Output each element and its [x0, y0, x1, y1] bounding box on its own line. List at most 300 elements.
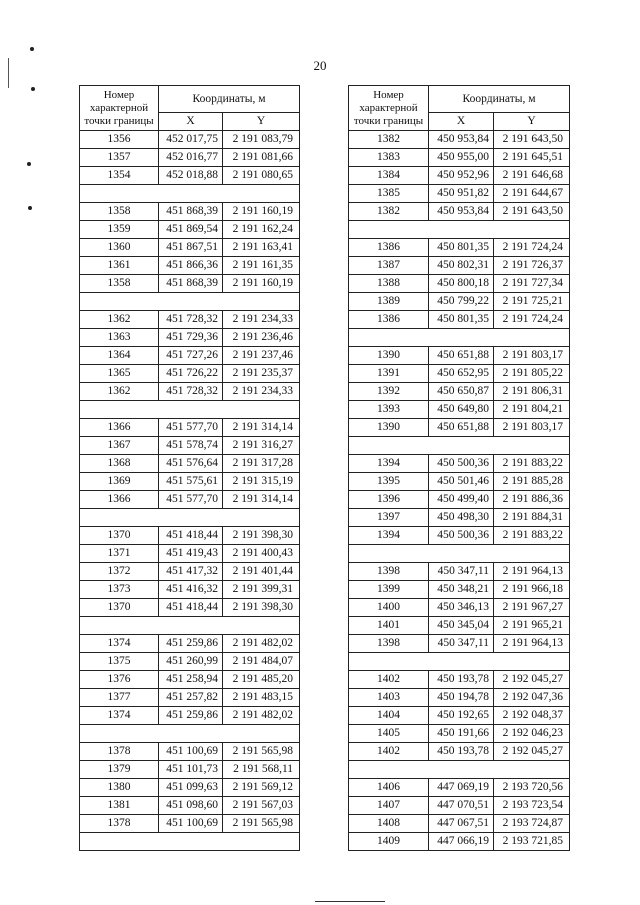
table-row: [349, 725, 570, 743]
table-row: [80, 815, 300, 833]
x-coordinate-cell: 451 727,26: [159, 347, 223, 365]
separator-row: [80, 293, 300, 311]
x-coordinate-cell: 451 418,44: [159, 599, 223, 617]
y-coordinate-cell: 2 192 048,37: [494, 707, 570, 725]
point-number-cell: 1403: [349, 689, 429, 707]
point-number-cell: 1370: [80, 599, 159, 617]
separator-cell: [349, 761, 570, 779]
x-coordinate-cell: 451 259,86: [159, 635, 223, 653]
table-row: [349, 419, 570, 437]
x-coordinate-cell: 451 257,82: [159, 689, 223, 707]
x-coordinate-cell: 451 577,70: [159, 491, 223, 509]
table-row: [80, 581, 300, 599]
table-row: [80, 347, 300, 365]
point-number-cell: 1393: [349, 401, 429, 419]
y-coordinate-cell: 2 191 161,35: [223, 257, 300, 275]
x-coordinate-cell: 450 193,78: [429, 743, 494, 761]
y-coordinate-cell: 2 191 482,02: [223, 635, 300, 653]
separator-cell: [349, 545, 570, 563]
point-number-cell: 1371: [80, 545, 159, 563]
point-number-cell: 1409: [349, 833, 429, 851]
x-coordinate-cell: 450 192,65: [429, 707, 494, 725]
point-number-header: Номер характерной точки границы: [349, 86, 429, 131]
y-coordinate-cell: 2 191 160,19: [223, 203, 300, 221]
y-coordinate-cell: 2 191 314,14: [223, 491, 300, 509]
y-coordinate-cell: 2 191 966,18: [494, 581, 570, 599]
x-coordinate-cell: 450 500,36: [429, 527, 494, 545]
separator-cell: [80, 401, 300, 419]
table-row: [349, 383, 570, 401]
y-coordinate-cell: 2 191 805,22: [494, 365, 570, 383]
y-coordinate-cell: 2 191 081,66: [223, 149, 300, 167]
table-row: [80, 167, 300, 185]
x-coordinate-cell: 450 191,66: [429, 725, 494, 743]
y-coordinate-cell: 2 191 484,07: [223, 653, 300, 671]
x-coordinate-cell: 450 799,22: [429, 293, 494, 311]
point-number-cell: 1402: [349, 743, 429, 761]
table-row: [80, 545, 300, 563]
point-number-cell: 1378: [80, 815, 159, 833]
point-number-cell: 1398: [349, 563, 429, 581]
separator-cell: [80, 293, 300, 311]
point-number-cell: 1400: [349, 599, 429, 617]
y-coordinate-cell: 2 191 725,21: [494, 293, 570, 311]
y-coordinate-cell: 2 191 162,24: [223, 221, 300, 239]
point-number-cell: 1387: [349, 257, 429, 275]
point-number-cell: 1368: [80, 455, 159, 473]
y-coordinate-cell: 2 191 964,13: [494, 563, 570, 581]
x-coordinate-cell: 451 260,99: [159, 653, 223, 671]
point-number-cell: 1383: [349, 149, 429, 167]
point-number-cell: 1358: [80, 203, 159, 221]
point-number-cell: 1407: [349, 797, 429, 815]
x-coordinate-cell: 450 652,95: [429, 365, 494, 383]
separator-row: [349, 761, 570, 779]
x-coordinate-cell: 451 729,36: [159, 329, 223, 347]
y-coordinate-cell: 2 191 485,20: [223, 671, 300, 689]
point-number-cell: 1394: [349, 455, 429, 473]
table-row: [80, 563, 300, 581]
point-number-cell: 1404: [349, 707, 429, 725]
separator-cell: [80, 725, 300, 743]
table-row: [80, 491, 300, 509]
y-coordinate-cell: 2 191 803,17: [494, 419, 570, 437]
separator-cell: [349, 329, 570, 347]
table-row: [349, 239, 570, 257]
table-row: [349, 347, 570, 365]
table-row: [80, 455, 300, 473]
x-coordinate-cell: 451 419,43: [159, 545, 223, 563]
point-number-cell: 1399: [349, 581, 429, 599]
scan-mark: [30, 47, 34, 51]
table-row: [80, 437, 300, 455]
x-coordinate-cell: 450 346,13: [429, 599, 494, 617]
y-coordinate-cell: 2 191 236,46: [223, 329, 300, 347]
y-coordinate-cell: 2 191 569,12: [223, 779, 300, 797]
x-coordinate-cell: 450 953,84: [429, 131, 494, 149]
y-coordinate-cell: 2 191 804,21: [494, 401, 570, 419]
page-number: 20: [313, 58, 327, 73]
separator-row: [349, 329, 570, 347]
x-coordinate-cell: 451 869,54: [159, 221, 223, 239]
point-number-cell: 1361: [80, 257, 159, 275]
point-number-cell: 1362: [80, 311, 159, 329]
x-coordinate-cell: 450 193,78: [429, 671, 494, 689]
x-coordinate-cell: 450 347,11: [429, 563, 494, 581]
footer-rule: [315, 901, 385, 902]
x-coordinate-cell: 450 649,80: [429, 401, 494, 419]
point-number-cell: 1360: [80, 239, 159, 257]
x-coordinate-cell: 451 577,70: [159, 419, 223, 437]
scan-mark: [28, 206, 32, 210]
coordinates-table-left: [79, 85, 300, 851]
table-row: [349, 311, 570, 329]
y-coordinate-cell: 2 193 720,56: [494, 779, 570, 797]
y-coordinate-cell: 2 191 967,27: [494, 599, 570, 617]
table-row: [80, 689, 300, 707]
separator-cell: [349, 221, 570, 239]
point-number-cell: 1402: [349, 671, 429, 689]
point-number-cell: 1375: [80, 653, 159, 671]
y-coordinate-cell: 2 193 723,54: [494, 797, 570, 815]
x-coordinate-cell: 452 016,77: [159, 149, 223, 167]
x-coordinate-cell: 451 576,64: [159, 455, 223, 473]
point-number-cell: 1389: [349, 293, 429, 311]
separator-row: [349, 221, 570, 239]
separator-cell: [349, 653, 570, 671]
y-coordinate-cell: 2 191 565,98: [223, 815, 300, 833]
separator-cell: [349, 437, 570, 455]
point-number-cell: 1397: [349, 509, 429, 527]
table-row: [80, 275, 300, 293]
table-row: [349, 815, 570, 833]
point-number-cell: 1390: [349, 347, 429, 365]
table-row: [349, 275, 570, 293]
x-coordinate-cell: 447 066,19: [429, 833, 494, 851]
point-number-cell: 1384: [349, 167, 429, 185]
separator-row: [80, 833, 300, 851]
separator-cell: [80, 833, 300, 851]
y-coordinate-cell: 2 191 398,30: [223, 599, 300, 617]
point-number-cell: 1382: [349, 131, 429, 149]
point-number-cell: 1377: [80, 689, 159, 707]
x-coordinate-cell: 450 801,35: [429, 311, 494, 329]
table-row: [349, 491, 570, 509]
y-coordinate-cell: 2 191 565,98: [223, 743, 300, 761]
y-coordinate-cell: 2 191 163,41: [223, 239, 300, 257]
x-coordinate-cell: 451 098,60: [159, 797, 223, 815]
y-coordinate-cell: 2 191 400,43: [223, 545, 300, 563]
coordinates-header: Координаты, м: [429, 86, 570, 113]
point-number-cell: 1359: [80, 221, 159, 239]
y-coordinate-cell: 2 191 645,51: [494, 149, 570, 167]
x-coordinate-cell: 451 418,44: [159, 527, 223, 545]
y-coordinate-cell: 2 191 568,11: [223, 761, 300, 779]
y-coordinate-cell: 2 191 315,19: [223, 473, 300, 491]
table-row: [349, 779, 570, 797]
point-number-header: Номер характерной точки границы: [80, 86, 159, 131]
separator-cell: [80, 185, 300, 203]
point-number-cell: 1398: [349, 635, 429, 653]
x-coordinate-cell: 450 955,00: [429, 149, 494, 167]
x-coordinate-cell: 450 802,31: [429, 257, 494, 275]
table-row: [349, 527, 570, 545]
x-column-header: X: [429, 113, 494, 131]
x-coordinate-cell: 451 575,61: [159, 473, 223, 491]
x-coordinate-cell: 451 259,86: [159, 707, 223, 725]
y-coordinate-cell: 2 193 721,85: [494, 833, 570, 851]
point-number-cell: 1358: [80, 275, 159, 293]
point-number-cell: 1366: [80, 419, 159, 437]
point-number-cell: 1362: [80, 383, 159, 401]
point-number-cell: 1365: [80, 365, 159, 383]
y-coordinate-cell: 2 191 726,37: [494, 257, 570, 275]
table-row: [80, 329, 300, 347]
table-row: [80, 383, 300, 401]
table-row: [349, 581, 570, 599]
y-coordinate-cell: 2 191 483,15: [223, 689, 300, 707]
table-row: [349, 293, 570, 311]
x-coordinate-cell: 450 498,30: [429, 509, 494, 527]
x-coordinate-cell: 451 868,39: [159, 203, 223, 221]
point-number-cell: 1376: [80, 671, 159, 689]
x-coordinate-cell: 447 069,19: [429, 779, 494, 797]
point-number-cell: 1372: [80, 563, 159, 581]
point-number-cell: 1408: [349, 815, 429, 833]
table-row: [349, 707, 570, 725]
table-row: [349, 185, 570, 203]
x-coordinate-cell: 451 868,39: [159, 275, 223, 293]
y-coordinate-cell: 2 191 885,28: [494, 473, 570, 491]
table-row: [349, 833, 570, 851]
point-number-cell: 1366: [80, 491, 159, 509]
table-row: [80, 239, 300, 257]
x-coordinate-cell: 450 800,18: [429, 275, 494, 293]
point-number-cell: 1357: [80, 149, 159, 167]
y-coordinate-cell: 2 191 884,31: [494, 509, 570, 527]
point-number-cell: 1406: [349, 779, 429, 797]
y-coordinate-cell: 2 191 317,28: [223, 455, 300, 473]
y-coordinate-cell: 2 191 727,34: [494, 275, 570, 293]
x-coordinate-cell: 451 728,32: [159, 311, 223, 329]
point-number-cell: 1367: [80, 437, 159, 455]
y-coordinate-cell: 2 191 314,14: [223, 419, 300, 437]
coordinates-table-right: [348, 85, 570, 851]
y-coordinate-cell: 2 191 643,50: [494, 131, 570, 149]
y-coordinate-cell: 2 191 644,67: [494, 185, 570, 203]
table-row: [349, 635, 570, 653]
table-row: [349, 689, 570, 707]
point-number-cell: 1382: [349, 203, 429, 221]
y-coordinate-cell: 2 191 234,33: [223, 311, 300, 329]
x-coordinate-cell: 450 953,84: [429, 203, 494, 221]
separator-row: [349, 437, 570, 455]
separator-row: [80, 185, 300, 203]
x-coordinate-cell: 452 017,75: [159, 131, 223, 149]
x-coordinate-cell: 450 500,36: [429, 455, 494, 473]
point-number-cell: 1391: [349, 365, 429, 383]
x-coordinate-cell: 451 100,69: [159, 743, 223, 761]
table-row: [80, 257, 300, 275]
y-column-header: Y: [494, 113, 570, 131]
point-number-cell: 1386: [349, 239, 429, 257]
table-row: [80, 473, 300, 491]
point-number-cell: 1401: [349, 617, 429, 635]
y-coordinate-cell: 2 191 237,46: [223, 347, 300, 365]
table-row: [349, 257, 570, 275]
x-coordinate-cell: 450 345,04: [429, 617, 494, 635]
point-number-cell: 1379: [80, 761, 159, 779]
x-coordinate-cell: 447 067,51: [429, 815, 494, 833]
x-coordinate-cell: 450 952,96: [429, 167, 494, 185]
y-coordinate-cell: 2 191 235,37: [223, 365, 300, 383]
table-row: [80, 221, 300, 239]
point-number-cell: 1356: [80, 131, 159, 149]
x-coordinate-cell: 451 100,69: [159, 815, 223, 833]
x-coordinate-cell: 447 070,51: [429, 797, 494, 815]
point-number-cell: 1373: [80, 581, 159, 599]
table-row: [349, 563, 570, 581]
table-row: [349, 599, 570, 617]
y-coordinate-cell: 2 191 234,33: [223, 383, 300, 401]
y-coordinate-cell: 2 191 724,24: [494, 239, 570, 257]
y-coordinate-cell: 2 191 643,50: [494, 203, 570, 221]
point-number-cell: 1388: [349, 275, 429, 293]
point-number-cell: 1395: [349, 473, 429, 491]
y-coordinate-cell: 2 191 806,31: [494, 383, 570, 401]
y-column-header: Y: [223, 113, 300, 131]
table-row: [80, 671, 300, 689]
x-coordinate-cell: 451 417,32: [159, 563, 223, 581]
y-coordinate-cell: 2 192 047,36: [494, 689, 570, 707]
point-number-cell: 1396: [349, 491, 429, 509]
y-coordinate-cell: 2 191 567,03: [223, 797, 300, 815]
separator-cell: [80, 509, 300, 527]
table-row: [80, 743, 300, 761]
separator-row: [80, 617, 300, 635]
y-coordinate-cell: 2 191 398,30: [223, 527, 300, 545]
table-row: [80, 779, 300, 797]
y-coordinate-cell: 2 193 724,87: [494, 815, 570, 833]
table-row: [80, 635, 300, 653]
x-coordinate-cell: 450 194,78: [429, 689, 494, 707]
point-number-cell: 1354: [80, 167, 159, 185]
table-row: [349, 167, 570, 185]
y-coordinate-cell: 2 191 803,17: [494, 347, 570, 365]
y-coordinate-cell: 2 191 083,79: [223, 131, 300, 149]
separator-cell: [80, 617, 300, 635]
point-number-cell: 1364: [80, 347, 159, 365]
y-coordinate-cell: 2 191 399,31: [223, 581, 300, 599]
point-number-cell: 1394: [349, 527, 429, 545]
coordinates-header: Координаты, м: [159, 86, 300, 113]
table-row: [349, 149, 570, 167]
point-number-cell: 1390: [349, 419, 429, 437]
table-row: [349, 131, 570, 149]
table-row: [349, 743, 570, 761]
table-row: [80, 365, 300, 383]
point-number-cell: 1378: [80, 743, 159, 761]
y-coordinate-cell: 2 191 724,24: [494, 311, 570, 329]
x-column-header: X: [159, 113, 223, 131]
point-number-cell: 1363: [80, 329, 159, 347]
y-coordinate-cell: 2 191 482,02: [223, 707, 300, 725]
y-coordinate-cell: 2 191 646,68: [494, 167, 570, 185]
x-coordinate-cell: 451 867,51: [159, 239, 223, 257]
y-coordinate-cell: 2 192 045,27: [494, 671, 570, 689]
point-number-cell: 1380: [80, 779, 159, 797]
table-row: [80, 653, 300, 671]
x-coordinate-cell: 451 866,36: [159, 257, 223, 275]
table-row: [349, 617, 570, 635]
point-number-cell: 1405: [349, 725, 429, 743]
table-row: [80, 203, 300, 221]
x-coordinate-cell: 450 347,11: [429, 635, 494, 653]
table-row: [80, 599, 300, 617]
y-coordinate-cell: 2 191 965,21: [494, 617, 570, 635]
point-number-cell: 1386: [349, 311, 429, 329]
y-coordinate-cell: 2 192 046,23: [494, 725, 570, 743]
separator-row: [80, 509, 300, 527]
table-row: [349, 797, 570, 815]
point-number-cell: 1369: [80, 473, 159, 491]
x-coordinate-cell: 451 099,63: [159, 779, 223, 797]
point-number-cell: 1370: [80, 527, 159, 545]
y-coordinate-cell: 2 192 045,27: [494, 743, 570, 761]
table-row: [349, 509, 570, 527]
separator-row: [349, 545, 570, 563]
y-coordinate-cell: 2 191 964,13: [494, 635, 570, 653]
table-row: [349, 473, 570, 491]
table-row: [349, 365, 570, 383]
x-coordinate-cell: 450 801,35: [429, 239, 494, 257]
separator-row: [80, 401, 300, 419]
y-coordinate-cell: 2 191 883,22: [494, 527, 570, 545]
x-coordinate-cell: 450 951,82: [429, 185, 494, 203]
y-coordinate-cell: 2 191 401,44: [223, 563, 300, 581]
separator-row: [80, 725, 300, 743]
y-coordinate-cell: 2 191 080,65: [223, 167, 300, 185]
x-coordinate-cell: 450 651,88: [429, 347, 494, 365]
y-coordinate-cell: 2 191 883,22: [494, 455, 570, 473]
table-row: [80, 131, 300, 149]
x-coordinate-cell: 450 348,21: [429, 581, 494, 599]
scan-mark: [31, 87, 35, 91]
x-coordinate-cell: 451 578,74: [159, 437, 223, 455]
separator-row: [349, 653, 570, 671]
table-row: [80, 707, 300, 725]
x-coordinate-cell: 451 258,94: [159, 671, 223, 689]
x-coordinate-cell: 452 018,88: [159, 167, 223, 185]
x-coordinate-cell: 450 650,87: [429, 383, 494, 401]
x-coordinate-cell: 450 499,40: [429, 491, 494, 509]
x-coordinate-cell: 451 416,32: [159, 581, 223, 599]
table-row: [80, 761, 300, 779]
point-number-cell: 1381: [80, 797, 159, 815]
table-row: [80, 311, 300, 329]
point-number-cell: 1374: [80, 707, 159, 725]
table-row: [349, 455, 570, 473]
x-coordinate-cell: 451 728,32: [159, 383, 223, 401]
table-row: [80, 419, 300, 437]
point-number-cell: 1385: [349, 185, 429, 203]
point-number-cell: 1392: [349, 383, 429, 401]
y-coordinate-cell: 2 191 886,36: [494, 491, 570, 509]
x-coordinate-cell: 451 726,22: [159, 365, 223, 383]
table-row: [349, 401, 570, 419]
table-row: [80, 797, 300, 815]
point-number-cell: 1374: [80, 635, 159, 653]
